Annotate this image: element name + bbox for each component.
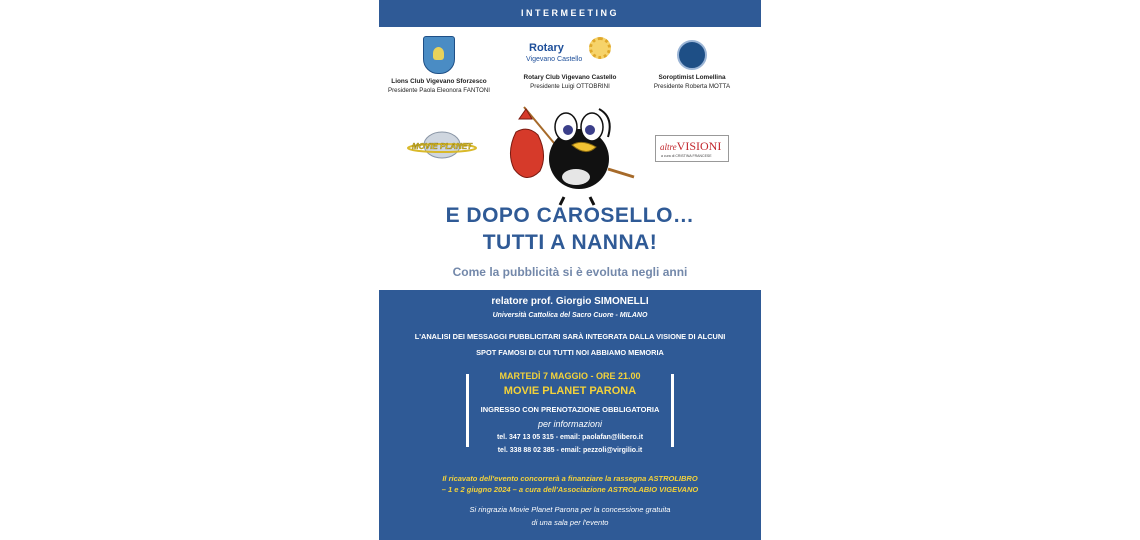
altre-visioni-title: altreVISIONI <box>660 139 722 153</box>
event-subtitle: Come la pubblicità si è evoluta negli anni <box>452 265 688 279</box>
lions-shield-icon <box>423 36 455 74</box>
club-president: Presidente Paola Eleonora FANTONI <box>387 87 491 94</box>
info-label: per informazioni <box>537 419 603 429</box>
carosello-bird-illustration <box>504 97 636 207</box>
event-venue: MOVIE PLANET PARONA <box>503 385 637 397</box>
movie-planet-logo <box>406 130 478 160</box>
movie-planet-logo-text: MOVIE PLANET <box>411 142 473 151</box>
event-title-line1: E DOPO CAROSELLO… <box>445 204 695 227</box>
rotary-logo-word: Rotary <box>529 42 564 54</box>
soroptimist-emblem-icon <box>677 40 707 70</box>
club-name: Lions Club Vigevano Sforzesco <box>391 78 487 85</box>
contact-line1: tel. 347 13 05 315 - email: paolafan@libero.it <box>496 434 644 441</box>
proceeds-line2: – 1 e 2 giugno 2024 – a cura dell'Associazione ASTROLABIO VIGEVANO <box>441 485 699 494</box>
event-date: MARTEDÌ 7 MAGGIO - ORE 21.00 <box>499 371 641 381</box>
thanks-line2: di una sala per l'evento <box>531 518 609 527</box>
club-president: Presidente Luigi OTTOBRINI <box>530 83 610 90</box>
club-name: Soroptimist Lomellina <box>658 74 726 81</box>
rotary-logo-sub: Vigevano Castello <box>526 56 583 63</box>
description-line2: SPOT FAMOSI DI CUI TUTTI NOI ABBIAMO MEMORIA <box>476 348 664 357</box>
speaker: relatore prof. Giorgio SIMONELLI <box>491 296 649 307</box>
university: Università Cattolica del Sacro Cuore - MILANO <box>492 312 648 319</box>
soroptimist-club-block <box>627 36 757 90</box>
rotary-club-block <box>505 74 635 90</box>
club-name: Rotary Club Vigevano Castello <box>523 74 617 81</box>
description-line1: L'ANALISI DEI MESSAGGI PUBBLICITARI SARÀ INTEGRATA DALLA VISIONE DI ALCUNI <box>414 332 726 341</box>
altre-visioni-logo <box>655 135 729 162</box>
altre-visioni-subtitle: a cura di CRISTINA FRANCESE <box>661 154 712 158</box>
rotary-wheel-icon <box>589 37 611 59</box>
event-poster <box>379 0 761 540</box>
entry-info: INGRESSO CON PRENOTAZIONE OBBLIGATORIA <box>480 405 660 414</box>
event-title-line2: TUTTI A NANNA! <box>482 231 658 254</box>
proceeds-line1: Il ricavato dell'evento concorrerà a finanziare la rassegna ASTROLIBRO <box>442 474 698 483</box>
contact-line2: tel. 338 88 02 385 - email: pezzoli@virgilio.it <box>497 447 643 454</box>
club-president: Presidente Roberta MOTTA <box>653 83 731 90</box>
header-bar <box>379 0 761 27</box>
event-details-panel <box>379 290 761 540</box>
thanks-line1: Si ringrazia Movie Planet Parona per la concessione gratuita <box>469 505 671 514</box>
lions-club-block <box>374 36 504 94</box>
header-title: INTERMEETING <box>520 8 619 18</box>
